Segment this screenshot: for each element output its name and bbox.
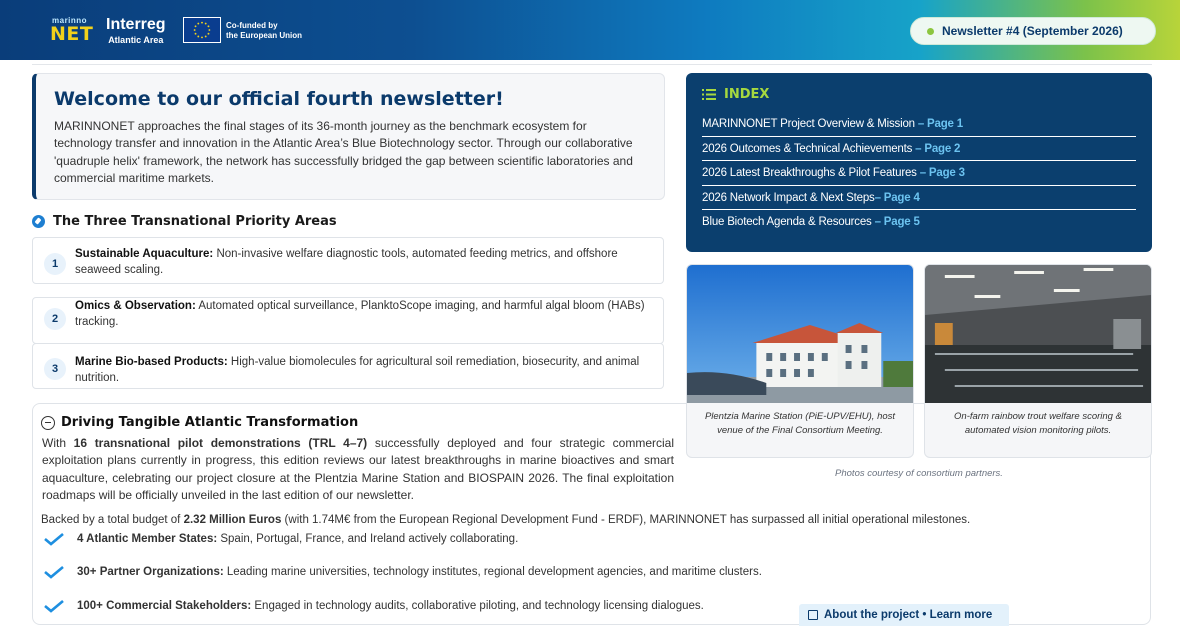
interreg-logo[interactable] [106, 16, 166, 46]
index-item[interactable] [702, 112, 1136, 137]
learn-more-button[interactable] [799, 604, 1009, 626]
index-item-label: Blue Biotech Agenda & Resources [702, 216, 872, 229]
newsletter-badge[interactable] [910, 17, 1156, 45]
budget-prefix: Backed by a total budget of [41, 514, 184, 526]
priority-desc: High-value biomolecules for agricultural soil remediation, biosecurity, and animal nutrition. [75, 356, 640, 384]
budget-amount: 2.32 Million Euros [183, 514, 282, 526]
driving-heading [41, 415, 358, 430]
check-item [43, 565, 762, 579]
priority-item [32, 297, 664, 344]
check-text [77, 533, 518, 545]
impact-icon [41, 416, 55, 430]
aquaculture-tanks-photo [925, 265, 1151, 403]
interreg-title: Interreg [106, 16, 166, 33]
list-icon [702, 89, 716, 100]
index-title: INDEX [724, 87, 770, 102]
newsletter-label: Newsletter #4 (September 2026) [942, 24, 1123, 38]
driving-title: Driving Tangible Atlantic Transformation [61, 415, 359, 430]
priority-name: Sustainable Aquaculture: [75, 248, 214, 260]
cofunded-line-2: the European Union [226, 31, 302, 40]
index-item-label: 2026 Latest Breakthroughs & Pilot Features [702, 167, 917, 180]
status-dot-icon [927, 28, 934, 35]
external-link-icon [808, 610, 818, 620]
priority-text [75, 246, 655, 278]
check-item [43, 532, 518, 546]
welcome-title: Welcome to our official fourth newsletter! [54, 88, 504, 110]
priority-name: Omics & Observation: [75, 300, 196, 312]
index-item[interactable] [702, 210, 1136, 235]
priority-desc: Non-invasive welfare diagnostic tools, automated feeding metrics, and offshore seaweed scaling. [75, 248, 618, 276]
photo-caption: On-farm rainbow trout welfare scoring & automated vision monitoring pilots. [954, 411, 1122, 436]
interreg-subtitle: Atlantic Area [108, 35, 164, 45]
check-desc: Engaged in technology audits, collaborative piloting, and technology licensing dialogues. [251, 600, 704, 612]
index-item[interactable] [702, 186, 1136, 211]
photo-caption: Plentzia Marine Station (PiE-UPV/EHU), host venue of the Final Consortium Meeting. [704, 411, 896, 436]
top-banner [0, 0, 1180, 60]
priority-number: 3 [44, 358, 66, 380]
priority-item [32, 237, 664, 284]
priority-name: Marine Bio-based Products: [75, 356, 228, 368]
index-item[interactable] [702, 137, 1136, 162]
marine-station-photo [687, 265, 913, 403]
index-item-page: – Page 2 [912, 142, 961, 155]
budget-statement [41, 514, 970, 526]
driving-para-highlight: 16 transnational pilot demonstrations (TRL 4–7) [73, 436, 368, 450]
check-desc: Leading marine universities, technology institutes, regional development agencies, and maritime clusters. [223, 566, 762, 578]
check-icon [43, 532, 65, 546]
priority-item [32, 343, 664, 389]
divider [32, 64, 1152, 65]
marinnonet-logo[interactable] [50, 16, 94, 48]
priority-text [75, 354, 655, 386]
index-item-label: 2026 Network Impact & Next Steps [702, 191, 875, 204]
photo-credit: Photos courtesy of consortium partners. [835, 468, 1003, 479]
check-item [43, 599, 704, 613]
check-bold: 30+ Partner Organizations: [77, 566, 224, 578]
index-item-label: MARINNONET Project Overview & Mission [702, 118, 915, 130]
index-item-page: – Page 3 [916, 167, 965, 180]
check-bold: 100+ Commercial Stakeholders: [77, 600, 252, 612]
priority-number: 1 [44, 253, 66, 275]
index-item-page: – Page 5 [871, 216, 920, 229]
check-text [77, 600, 704, 612]
photo-card-trout [924, 264, 1152, 458]
check-icon [43, 599, 65, 613]
logo-big-text: NET [50, 23, 94, 45]
learn-more-label: About the project • Learn more [824, 609, 993, 621]
check-desc: Spain, Portugal, France, and Ireland actively collaborating. [217, 533, 519, 545]
index-heading [702, 87, 1136, 102]
welcome-body: MARINNONET approaches the final stages of its 36-month journey as the benchmark ecosystem for technology transfer and innovation in the Atlantic Area’s Blue Biotechnology sector. Through our collaborative 'quadruple helix' framework, the network has successfully bridged the gap between scientific laboratories and commercial maritime markets. [54, 119, 633, 186]
index-item-page: – Page 4 [874, 191, 920, 204]
priority-areas-heading [32, 214, 337, 229]
logo-small-text: marinno [52, 16, 88, 25]
index-item-page: – Page 1 [914, 118, 963, 130]
check-text [77, 566, 762, 578]
priority-areas-title: The Three Transnational Priority Areas [53, 214, 337, 229]
driving-para-rest: successfully deployed and four strategic commercial exploitation plans currently in progress, this edition reviews our latest breakthroughs in marine bioactives and smart aquaculture, celebrating our project closure at the Plentzia Marine Station and BIOSPAIN 2026. The final exploitation roadmaps will be officially unveiled in the last edition of our newsletter. [42, 436, 674, 503]
check-bold: 4 Atlantic Member States: [77, 533, 218, 545]
welcome-card [32, 73, 665, 200]
budget-rest: (with 1.74M€ from the European Regional Development Fund - ERDF), MARINNONET has surpassed all initial operational milestones. [281, 514, 971, 526]
priority-text [75, 298, 655, 330]
driving-para-prefix: With [42, 436, 74, 450]
photo-card-plentzia [686, 264, 914, 458]
check-icon [43, 565, 65, 579]
cofunded-line-1: Co-funded by [226, 21, 278, 30]
priority-number: 2 [44, 308, 66, 330]
index-item[interactable] [702, 161, 1136, 186]
index-item-label: 2026 Outcomes & Technical Achievements [702, 142, 913, 155]
compass-icon [32, 215, 45, 228]
index-panel [686, 73, 1152, 252]
eu-flag-icon [183, 17, 221, 43]
cofunded-label [226, 21, 302, 41]
priority-desc: Automated optical surveillance, PlanktoScope imaging, and harmful algal bloom (HABs) tracking. [75, 300, 645, 328]
driving-paragraph [42, 435, 674, 505]
